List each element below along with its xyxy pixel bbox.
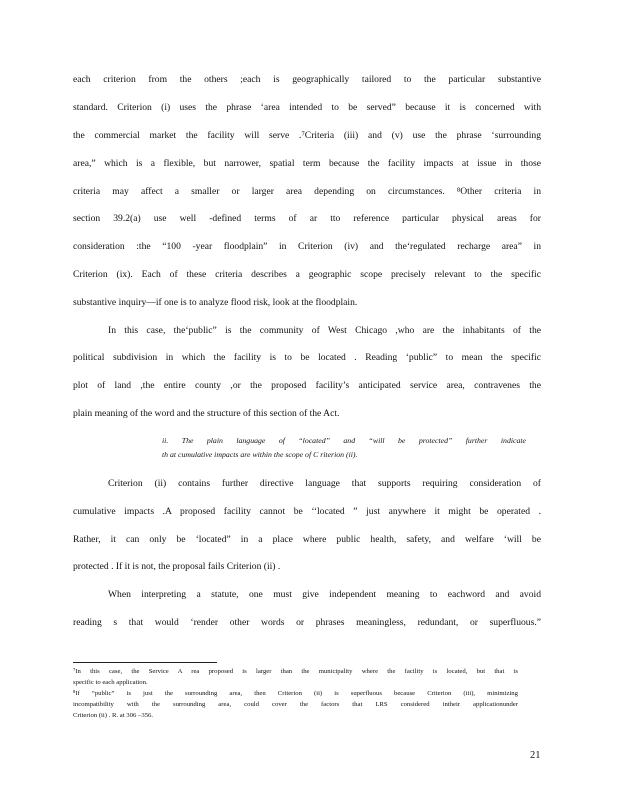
body-line: standard. Criterion (i) uses the phrase ‘area intended to be served” because it is concerned with (73, 102, 541, 113)
body-line: cumulative impacts .A proposed facility cannot be ‘‘located ” just anywhere it might be operated . (73, 506, 541, 517)
body-line: Rather, it can only be ‘located” in a place where public health, safety, and welfare ‘will be (73, 534, 541, 545)
body-line: reading s that would ‘render other words or phrases meaningless, redundant, or superfluous.” (73, 617, 541, 628)
footnote-line: incompatibility with the surrounding area, could cover the factors that LRS considered intheir applicationunder (73, 701, 518, 708)
body-line: substantive inquiry—if one is to analyze flood risk, look at the floodplain. (73, 297, 358, 308)
body-line: consideration :the “100 -year floodplain” in Criterion (iv) and the‘regulated recharge area” in (73, 241, 541, 252)
footnote-line: Criterion (ii) . R. at 306 –356. (73, 712, 154, 719)
body-line: the commercial market the facility will serve .⁷Criteria (iii) and (v) use the phrase ‘surrounding (73, 130, 541, 141)
body-line: plain meaning of the word and the structure of this section of the Act. (73, 408, 340, 419)
page-number: 21 (530, 750, 541, 761)
section-heading: ii. The plain language of “located” and “will be protected” further indicate (162, 436, 526, 445)
body-line: political subdivision in which the facility is to be located . Reading ‘public” to mean the specific (73, 352, 541, 363)
body-line: each criterion from the others ;each is geographically tailored to the particular substantive (73, 74, 541, 85)
body-line: criteria may affect a smaller or larger area depending on circumstances. ⁸Other criteria in (73, 186, 541, 197)
body-line: protected . If it is not, the proposal fails Criterion (ii) . (73, 561, 281, 572)
body-line: Criterion (ix). Each of these criteria describes a geographic scope precisely relevant to the specific (73, 269, 541, 280)
body-line: plot of land ,the entire county ,or the proposed facility’s anticipated service area, contravenes the (73, 380, 541, 391)
paragraph-start-line: Criterion (ii) contains further directive language that supports requiring consideration of (108, 478, 541, 489)
paragraph-start-line: When interpreting a statute, one must give independent meaning to eachword and avoid (108, 589, 541, 600)
footnote-line: specific to each application. (73, 679, 148, 686)
section-heading-continuation: th at cumulative impacts are within the scope of C riterion (ii). (162, 450, 358, 459)
footnote-line: ⁷In this case, the Service A rea proposed is larger than the municipality where the facility is located, but that is (73, 668, 518, 675)
body-line: section 39.2(a) use well -defined terms of ar tto reference particular physical areas for (73, 213, 541, 224)
paragraph-start-line: In this case, the‘public” is the community of West Chicago ,who are the inhabitants of the (108, 325, 541, 336)
footnote-line: ⁸If “public” is just the surrounding area, then Criterion (ii) is superfluous because Criterion (iii), minimizing (73, 690, 518, 697)
body-line: area,” which is a flexible, but narrower, spatial term because the facility impacts at issue in those (73, 158, 541, 169)
footnote-separator (73, 662, 217, 663)
